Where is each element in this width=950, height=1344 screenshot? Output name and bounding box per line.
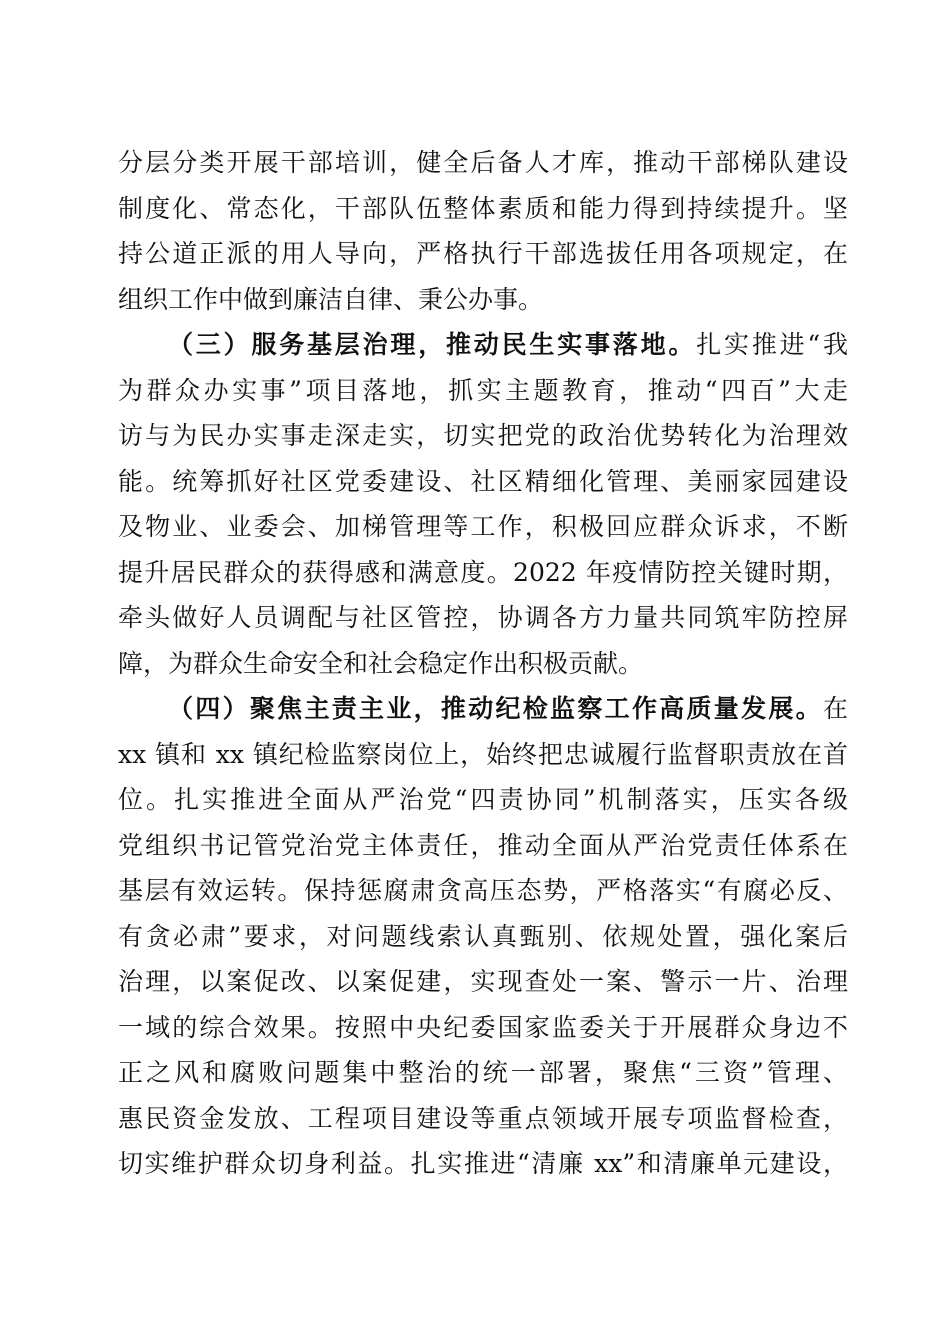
paragraph-line: 持公道正派的用人导向，严格执行干部选拔任用各项规定，在	[118, 239, 848, 268]
paragraph-line: 治理，以案促改、以案促建，实现查处一案、警示一片、治理	[118, 967, 848, 996]
paragraph-line: 提升居民群众的获得感和满意度。2022 年疫情防控关键时期，	[118, 557, 848, 587]
paragraph-line: 基层有效运转。保持惩腐肃贪高压态势，严格落实“有腐必反、	[118, 876, 848, 905]
paragraph-line: 组织工作中做到廉洁自律、秉公办事。	[118, 284, 544, 314]
paragraph-line: xx 镇和 xx 镇纪检监察岗位上，始终把忠诚履行监督职责放在首	[118, 739, 848, 769]
paragraph-line: 制度化、常态化，干部队伍整体素质和能力得到持续提升。坚	[118, 193, 848, 223]
document-body	[118, 140, 848, 1187]
paragraph-line: 及物业、业委会、加梯管理等工作，积极回应群众诉求，不断	[118, 512, 848, 541]
paragraph-line: 党组织书记管党治党主体责任，推动全面从严治党责任体系在	[118, 830, 848, 860]
section-heading-4: （四）聚焦主责主业，推动纪检监察工作高质量发展。	[168, 694, 823, 723]
paragraph-3	[118, 686, 848, 1187]
paragraph-line: 正之风和腐败问题集中整治的统一部署，聚焦“三资”管理、	[118, 1058, 848, 1087]
paragraph-line: 有贪必肃”要求，对问题线索认真甄别、依规处置，强化案后	[118, 921, 848, 951]
paragraph-first-line	[118, 686, 848, 732]
paragraph-line: 惠民资金发放、工程项目建设等重点领域开展专项监督检查，	[118, 1103, 848, 1133]
paragraph-line: 分层分类开展干部培训，健全后备人才库，推动干部梯队建设	[118, 148, 848, 177]
section-heading-3: （三）服务基层治理，推动民生实事落地。	[168, 330, 697, 359]
paragraph-2	[118, 322, 848, 686]
paragraph-first-line	[118, 322, 848, 368]
paragraph-text: 扎实推进“我	[696, 330, 849, 359]
paragraph-line: 位。扎实推进全面从严治党“四责协同”机制落实，压实各级	[118, 785, 848, 814]
paragraph-line: 切实维护群众切身利益。扎实推进“清廉 xx”和清廉单元建设，	[118, 1149, 848, 1178]
paragraph-1	[118, 140, 848, 322]
paragraph-line: 牵头做好人员调配与社区管控，协调各方力量共同筑牢防控屏	[118, 603, 848, 632]
paragraph-line: 一域的综合效果。按照中央纪委国家监委关于开展群众身边不	[118, 1012, 848, 1042]
paragraph-line: 访与为民办实事走深走实，切实把党的政治优势转化为治理效	[118, 421, 848, 450]
paragraph-line: 为群众办实事”项目落地，抓实主题教育，推动“四百”大走	[118, 375, 848, 405]
paragraph-line: 能。统筹抓好社区党委建设、社区精细化管理、美丽家园建设	[118, 466, 848, 496]
paragraph-text: 在	[822, 694, 848, 723]
paragraph-line: 障，为群众生命安全和社会稳定作出积极贡献。	[118, 648, 644, 678]
